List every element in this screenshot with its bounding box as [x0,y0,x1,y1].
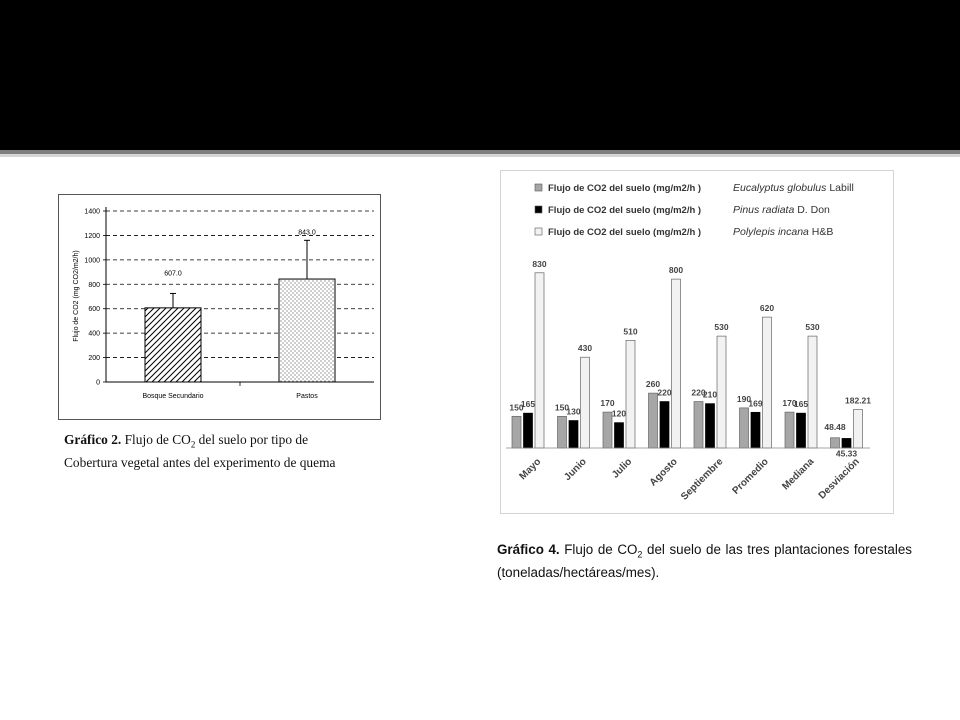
chart4-data-label: 620 [759,303,775,314]
chart2-data-label: 607.0 [164,270,182,278]
chart4-bar [558,416,567,448]
chart4-data-label: 220 [691,387,706,398]
chart4-bar [785,412,794,448]
chart4-bar [535,273,544,448]
chart4-data-label: 170 [600,398,615,409]
caption2-lead: Gráfico 2. [64,432,122,447]
chart4-data-label: 260 [645,379,661,390]
caption4-text-b: del suelo de las tres plantaciones forestales (toneladas/hectáreas/mes). [497,542,912,580]
legend-species-author: Labill [826,182,854,194]
divider-line-light [0,154,960,157]
caption2-text-b: del suelo por tipo de Cobertura vegetal antes del experimento de quema [64,432,336,470]
chart4-data-label: 800 [668,265,684,276]
chart4-bar [569,421,578,448]
title-band [0,0,960,150]
chart4-frame [501,171,894,514]
chart4-bar [751,412,760,448]
chart2-bar [279,279,335,382]
chart4-bar [694,402,703,448]
chart4-data-label: 530 [714,322,729,333]
chart-co2-flux-by-cover [58,194,381,420]
chart4-data-label: 530 [805,322,820,333]
legend-species-name: Pinus radiata [733,204,795,216]
legend-species-author: D. Don [794,204,830,216]
chart4-bar [831,438,840,448]
chart2-ytick-label: 800 [88,281,100,289]
caption2-text-a: Flujo de CO [121,432,191,447]
caption4-sub: 2 [637,549,643,560]
chart4-bar [808,336,817,448]
chart4-data-label: 510 [623,326,638,337]
chart2-ylabel: Flujo de CO2 (mg CO2/m2/h) [73,250,80,342]
chart4-bar [615,423,624,448]
chart4-data-label: 430 [577,343,593,354]
caption-chart-2 [64,431,364,472]
chart2-ytick-label: 400 [88,330,100,338]
chart4-bar [717,336,726,448]
chart4-data-label: 190 [736,393,752,404]
chart2-ytick-label: 1400 [84,208,100,216]
chart4-data-label: 48.48 [824,421,846,432]
chart4-category-label: Promedio [730,456,771,497]
chart4-bar [603,412,612,448]
chart4-data-label: 120 [611,408,627,419]
caption2-sub: 2 [190,439,196,450]
chart2-category-label: Bosque Secundario [142,393,204,400]
chart2-ytick-label: 1200 [84,232,100,240]
chart4-bar [649,393,658,448]
chart2-bar [145,308,201,382]
chart4-bar [524,413,533,448]
chart4-bar [581,357,590,448]
chart4-bar [740,408,749,448]
chart4-data-label: 170 [782,398,797,409]
chart4-category-label: Desviación [816,456,862,502]
legend-species [733,182,854,194]
legend-species-author: H&B [808,226,834,238]
legend-label: Flujo de CO2 del suelo (mg/m2/h ) [548,227,702,238]
chart4-bar [706,404,715,448]
caption4-text-a: Flujo de CO [559,542,638,557]
chart2-data-label: 843.0 [298,229,316,237]
chart2-category-label: Pastos [296,393,318,400]
chart4-data-label: 830 [532,258,547,269]
chart4-category-label: Agosto [647,456,680,489]
chart4-bar [842,438,851,448]
legend-species-name: Polylepis incana [733,226,809,238]
chart4-category-label: Mayo [517,456,544,483]
chart2-ytick-label: 600 [88,306,100,314]
chart4-data-label: 169 [748,398,763,409]
chart4-bar [672,279,681,448]
chart4-bar [512,416,521,448]
chart4-data-label: 130 [566,406,581,417]
legend-swatch [535,206,542,213]
caption-chart-4 [497,541,912,582]
legend-swatch [535,184,542,191]
chart4-data-label: 150 [554,402,570,413]
chart4-data-label: 210 [702,389,718,400]
legend-swatch [535,228,542,235]
chart4-data-label: 150 [509,402,524,413]
chart4-category-label: Mediana [780,456,817,493]
chart-co2-flux-plantations [500,170,894,514]
chart2-ytick-label: 200 [88,355,100,363]
chart2-ytick-label: 1000 [84,257,100,265]
legend-species [733,226,833,238]
chart2-ytick-label: 0 [96,379,100,387]
chart4-bar [626,340,635,448]
chart4-data-label: 220 [657,387,672,398]
chart4-bar [763,317,772,448]
chart4-category-label: Julio [610,456,635,481]
legend-label: Flujo de CO2 del suelo (mg/m2/h ) [548,183,702,194]
chart4-category-label: Junio [562,456,589,483]
chart4-data-label: 165 [520,399,536,410]
caption4-lead: Gráfico 4. [497,542,560,557]
chart4-data-label: 45.33 [835,448,858,459]
chart4-bar [854,410,863,448]
chart4-data-label: 165 [793,399,809,410]
legend-species [733,204,830,216]
chart4-data-label: 182.21 [845,395,871,406]
chart4-bar [797,413,806,448]
legend-label: Flujo de CO2 del suelo (mg/m2/h ) [548,205,702,216]
legend-species-name: Eucalyptus globulus [733,182,827,194]
chart4-category-label: Septiembre [679,456,726,503]
chart4-bar [660,402,669,448]
